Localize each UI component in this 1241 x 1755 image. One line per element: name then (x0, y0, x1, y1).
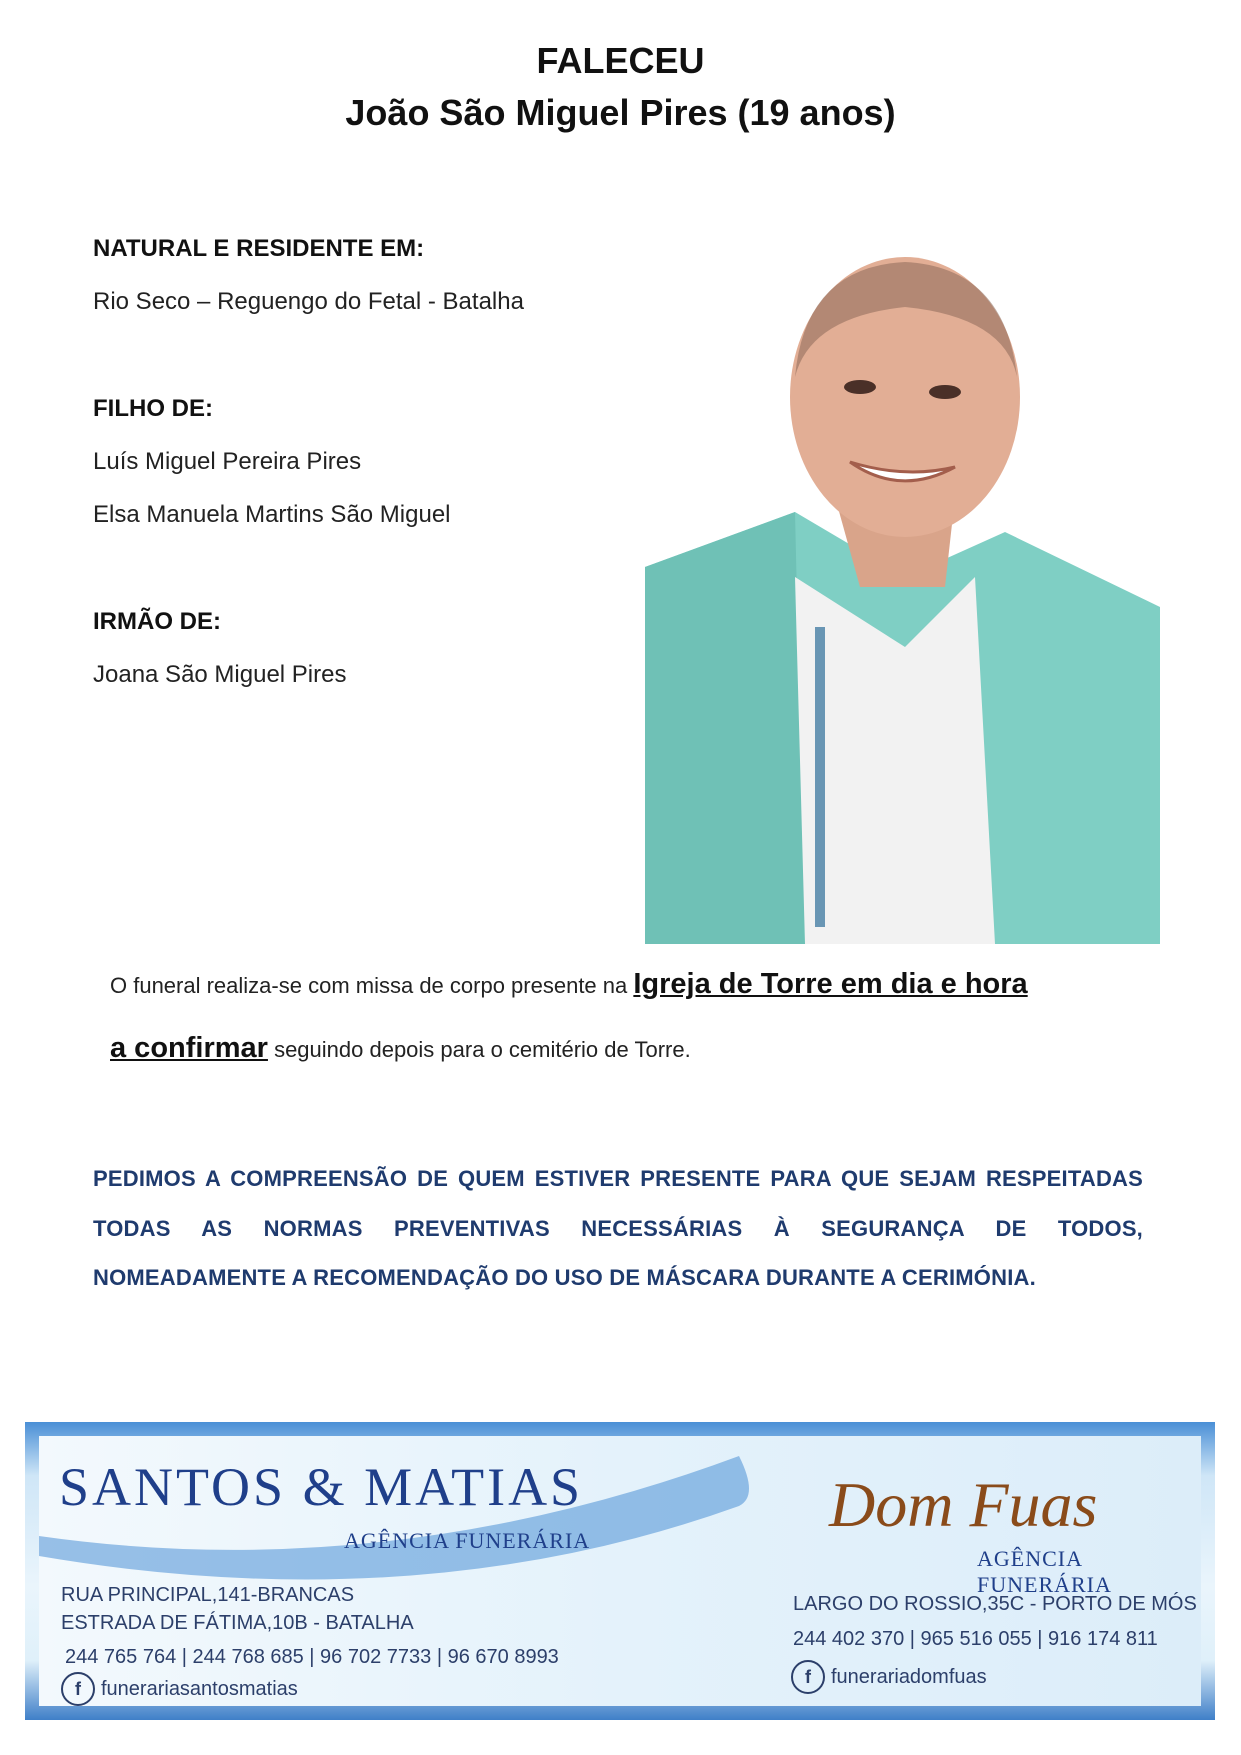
funeral-text-after: seguindo depois para o cemitério de Torre. (267, 1037, 691, 1062)
residence-label: NATURAL E RESIDENTE EM: (93, 235, 425, 262)
parent-1: Luís Miguel Pereira Pires (93, 448, 362, 475)
parent-2: Elsa Manuela Martins São Miguel (93, 501, 451, 528)
funeral-text-before: O funeral realiza-se com missa de corpo presente na (110, 973, 634, 998)
funeral-time-note: a confirmar (110, 1032, 268, 1064)
notice-line-2: TODAS AS NORMAS PREVENTIVAS NECESSÁRIAS À SEGURANÇA DE TODOS, (93, 1216, 1143, 1241)
portrait-photo (645, 247, 1160, 944)
facebook-icon: f (791, 1660, 825, 1694)
notice-line-3: NOMEADAMENTE A RECOMENDAÇÃO DO USO DE MÁSCARA DURANTE A CERIMÓNIA. (93, 1265, 1036, 1290)
siblings-label: IRMÃO DE: (93, 608, 221, 635)
agency-left-name: SANTOS & MATIAS (59, 1457, 584, 1517)
notice-line-1: PEDIMOS A COMPREENSÃO DE QUEM ESTIVER PRESENTE PARA QUE SEJAM RESPEITADAS (93, 1166, 1143, 1191)
agency-left-phones: 244 765 764 | 244 768 685 | 96 702 7733 | 96 670 8993 (65, 1646, 559, 1668)
agency-right-subtitle: AGÊNCIA FUNERÁRIA (977, 1546, 1112, 1597)
agency-right-address: LARGO DO ROSSIO,35C - PORTO DE MÓS (793, 1593, 1197, 1615)
status-heading: FALECEU (536, 40, 705, 81)
funeral-location: Igreja de Torre em dia e hora (633, 968, 1028, 1000)
sibling-1: Joana São Miguel Pires (93, 661, 347, 688)
deceased-name: João São Miguel Pires (19 anos) (345, 92, 896, 133)
banner-inner (39, 1436, 1201, 1706)
agency-left-facebook-handle: funerariasantosmatias (101, 1677, 298, 1700)
parents-label: FILHO DE: (93, 395, 213, 422)
residence-value: Rio Seco – Reguengo do Fetal - Batalha (93, 288, 524, 315)
funeral-line-1 (110, 968, 1140, 1001)
agency-right-facebook[interactable] (791, 1660, 987, 1694)
agency-right-facebook-handle: funerariadomfuas (831, 1665, 987, 1688)
agencies-banner (25, 1422, 1215, 1720)
agency-left-address-1: RUA PRINCIPAL,141-BRANCAS (61, 1584, 355, 1606)
agency-left-address-2: ESTRADA DE FÁTIMA,10B - BATALHA (61, 1612, 414, 1634)
facebook-icon: f (61, 1672, 95, 1706)
funeral-line-2 (110, 1032, 1140, 1065)
agency-left-facebook[interactable] (61, 1672, 298, 1706)
agency-right-name: Dom Fuas (829, 1469, 1098, 1540)
agency-right-phones: 244 402 370 | 965 516 055 | 916 174 811 (793, 1628, 1158, 1650)
agency-left-subtitle: AGÊNCIA FUNERÁRIA (344, 1528, 591, 1553)
